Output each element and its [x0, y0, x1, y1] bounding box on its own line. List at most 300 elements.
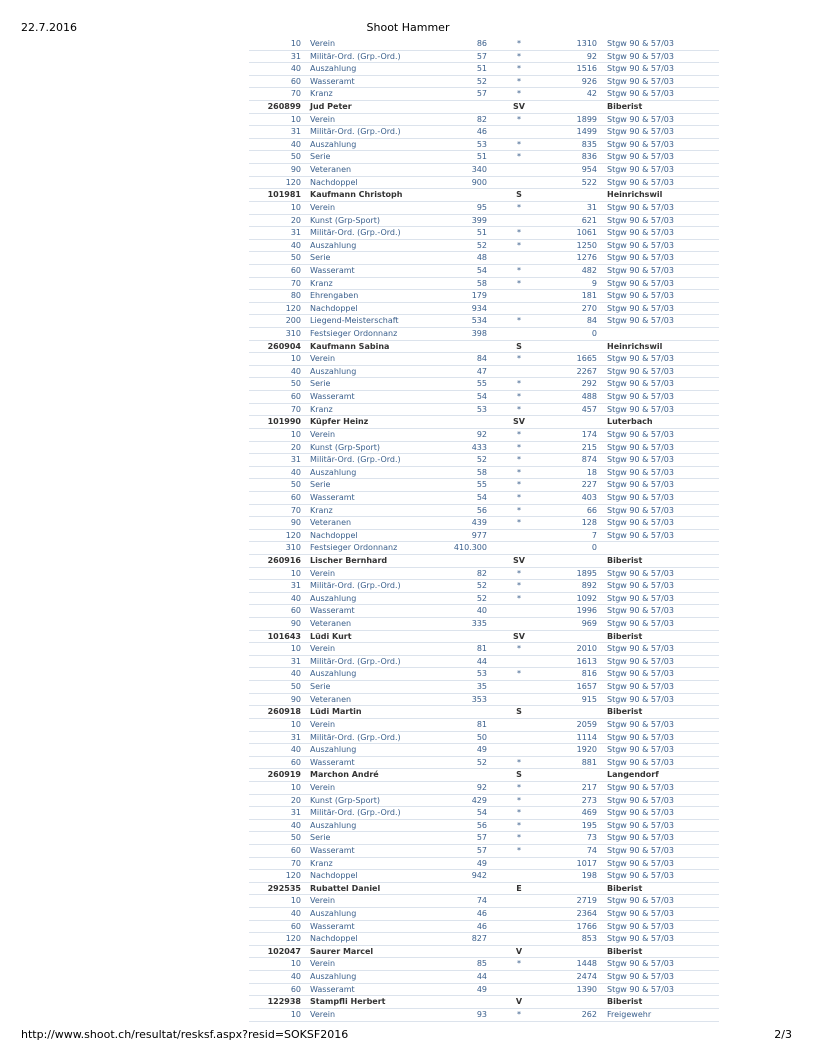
entry-rank: 836 [581, 152, 597, 162]
entry-number: 10 [290, 354, 301, 364]
entry-number: 31 [290, 455, 301, 465]
entry-label: Serie [310, 682, 331, 692]
result-row [249, 479, 719, 492]
entry-detail: Stgw 90 & 57/03 [607, 303, 674, 313]
entry-points: 93 [476, 1009, 487, 1019]
entry-label: Militär-Ord. (Grp.-Ord.) [310, 127, 401, 137]
entry-rank: 1657 [576, 682, 597, 692]
entry-points: 340 [471, 165, 487, 175]
entry-detail: Stgw 90 & 57/03 [607, 291, 674, 301]
entry-points: 54 [476, 265, 487, 275]
entry-detail: Stgw 90 & 57/03 [607, 934, 674, 944]
entry-rank: 31 [586, 202, 597, 212]
entry-points: 58 [476, 278, 487, 288]
result-row [249, 505, 719, 518]
result-row [249, 366, 719, 379]
entry-detail: Stgw 90 & 57/03 [607, 505, 674, 515]
entry-number: 60 [290, 76, 301, 86]
entry-detail: Luterbach [607, 417, 653, 427]
entry-number: 310 [285, 543, 301, 553]
entry-marker: SV [513, 555, 525, 565]
result-row [249, 215, 719, 228]
entry-marker: * [517, 568, 521, 578]
shooter-row [249, 883, 719, 896]
result-row [249, 252, 719, 265]
result-row [249, 240, 719, 253]
entry-number: 101643 [267, 631, 301, 641]
entry-number: 31 [290, 127, 301, 137]
entry-rank: 0 [591, 329, 597, 339]
entry-detail: Stgw 90 & 57/03 [607, 467, 674, 477]
entry-rank: 74 [586, 846, 597, 855]
shooter-row [249, 555, 719, 568]
entry-label: Serie [310, 253, 331, 263]
entry-number: 60 [290, 606, 301, 616]
result-row [249, 870, 719, 883]
entry-number: 50 [290, 253, 301, 263]
entry-points: 84 [476, 354, 487, 364]
entry-points: 398 [471, 329, 487, 339]
entry-rank: 1114 [576, 732, 597, 742]
entry-number: 60 [290, 984, 301, 994]
entry-rank: 816 [581, 669, 597, 679]
entry-points: 57 [476, 89, 487, 99]
entry-label: Jud Peter [310, 102, 352, 112]
entry-rank: 198 [581, 871, 597, 881]
result-row [249, 202, 719, 215]
entry-detail: Stgw 90 & 57/03 [607, 228, 674, 238]
entry-points: 40 [476, 606, 487, 616]
entry-points: 53 [476, 404, 487, 414]
entry-number: 90 [290, 619, 301, 629]
result-row [249, 151, 719, 164]
page-header-title: Shoot Hammer [366, 21, 450, 34]
entry-detail: Stgw 90 & 57/03 [607, 757, 674, 767]
entry-rank: 217 [581, 782, 597, 792]
result-row [249, 164, 719, 177]
entry-label: Lischer Bernhard [310, 555, 388, 565]
entry-detail: Stgw 90 & 57/03 [607, 429, 674, 439]
entry-label: Ehrengaben [310, 291, 359, 301]
entry-number: 310 [285, 329, 301, 339]
entry-label: Wasseramt [310, 984, 355, 994]
entry-label: Veteranen [310, 694, 352, 704]
entry-detail: Biberist [607, 997, 643, 1007]
entry-number: 40 [290, 139, 301, 149]
entry-number: 10 [290, 39, 301, 48]
entry-detail: Stgw 90 & 57/03 [607, 896, 674, 906]
entry-points: 55 [476, 480, 487, 490]
result-row [249, 694, 719, 707]
entry-detail: Stgw 90 & 57/03 [607, 656, 674, 666]
entry-points: 44 [476, 656, 487, 666]
result-row [249, 88, 719, 101]
result-row [249, 580, 719, 593]
result-row [249, 429, 719, 442]
entry-detail: Stgw 90 & 57/03 [607, 568, 674, 578]
entry-detail: Stgw 90 & 57/03 [607, 51, 674, 61]
entry-label: Kunst (Grp-Sport) [310, 442, 381, 452]
entry-number: 70 [290, 89, 301, 99]
entry-detail: Stgw 90 & 57/03 [607, 127, 674, 137]
entry-number: 70 [290, 505, 301, 515]
entry-marker: S [516, 190, 522, 200]
entry-detail: Stgw 90 & 57/03 [607, 745, 674, 755]
entry-number: 20 [290, 442, 301, 452]
entry-detail: Stgw 90 & 57/03 [607, 165, 674, 175]
entry-rank: 881 [581, 757, 597, 767]
entry-label: Kranz [310, 89, 333, 99]
entry-marker: * [517, 228, 521, 238]
entry-rank: 2267 [576, 366, 597, 376]
entry-rank: 2364 [576, 909, 597, 919]
result-row [249, 820, 719, 833]
entry-points: 53 [476, 669, 487, 679]
entry-marker: * [517, 593, 521, 603]
entry-number: 10 [290, 782, 301, 792]
entry-rank: 2059 [576, 719, 597, 729]
entry-rank: 1613 [576, 656, 597, 666]
entry-detail: Stgw 90 & 57/03 [607, 392, 674, 402]
entry-label: Auszahlung [310, 820, 357, 830]
entry-number: 31 [290, 581, 301, 591]
entry-points: 52 [476, 581, 487, 591]
result-row [249, 227, 719, 240]
entry-label: Kaufmann Sabina [310, 341, 390, 351]
entry-number: 70 [290, 404, 301, 414]
entry-rank: 2719 [576, 896, 597, 906]
entry-points: 433 [471, 442, 487, 452]
entry-points: 52 [476, 76, 487, 86]
entry-label: Lüdi Martin [310, 707, 362, 717]
entry-label: Verein [310, 782, 336, 792]
entry-points: 54 [476, 808, 487, 818]
result-row [249, 618, 719, 631]
entry-label: Auszahlung [310, 467, 357, 477]
result-row [249, 984, 719, 997]
entry-marker: * [517, 265, 521, 275]
entry-label: Militär-Ord. (Grp.-Ord.) [310, 732, 401, 742]
entry-rank: 174 [581, 429, 597, 439]
result-row [249, 530, 719, 543]
entry-number: 260918 [267, 707, 301, 717]
entry-points: 50 [476, 732, 487, 742]
entry-marker: * [517, 581, 521, 591]
entry-number: 120 [285, 303, 301, 313]
entry-rank: 1499 [576, 127, 597, 137]
entry-label: Kranz [310, 505, 333, 515]
entry-number: 260899 [267, 102, 301, 112]
entry-label: Auszahlung [310, 745, 357, 755]
entry-marker: * [517, 76, 521, 86]
result-row [249, 391, 719, 404]
entry-marker: SV [513, 102, 525, 112]
entry-label: Rubattel Daniel [310, 883, 381, 893]
entry-detail: Stgw 90 & 57/03 [607, 972, 674, 982]
entry-points: 86 [476, 39, 487, 48]
result-row [249, 845, 719, 858]
result-row [249, 114, 719, 127]
entry-points: 534 [471, 316, 487, 326]
entry-number: 10 [290, 429, 301, 439]
entry-detail: Freigewehr [607, 1009, 652, 1019]
entry-label: Serie [310, 379, 331, 389]
shooter-row [249, 101, 719, 114]
entry-label: Wasseramt [310, 921, 355, 931]
entry-marker: * [517, 442, 521, 452]
result-row [249, 492, 719, 505]
entry-detail: Stgw 90 & 57/03 [607, 518, 674, 528]
entry-label: Saurer Marcel [310, 946, 374, 956]
entry-rank: 128 [581, 518, 597, 528]
entry-label: Verein [310, 644, 336, 654]
entry-label: Militär-Ord. (Grp.-Ord.) [310, 656, 401, 666]
result-row [249, 442, 719, 455]
entry-label: Auszahlung [310, 366, 357, 376]
entry-number: 10 [290, 568, 301, 578]
entry-rank: 2010 [576, 644, 597, 654]
entry-marker: * [517, 518, 521, 528]
entry-rank: 273 [581, 795, 597, 805]
entry-label: Militär-Ord. (Grp.-Ord.) [310, 51, 401, 61]
entry-detail: Stgw 90 & 57/03 [607, 530, 674, 540]
entry-marker: * [517, 808, 521, 818]
entry-label: Wasseramt [310, 392, 355, 402]
entry-label: Veteranen [310, 619, 352, 629]
entry-detail: Stgw 90 & 57/03 [607, 265, 674, 275]
entry-detail: Stgw 90 & 57/03 [607, 833, 674, 843]
entry-marker: SV [513, 631, 525, 641]
entry-points: 92 [476, 782, 487, 792]
entry-points: 57 [476, 833, 487, 843]
entry-rank: 227 [581, 480, 597, 490]
shooter-row [249, 996, 719, 1009]
entry-marker: * [517, 89, 521, 99]
entry-rank: 195 [581, 820, 597, 830]
entry-detail: Stgw 90 & 57/03 [607, 64, 674, 74]
entry-detail: Stgw 90 & 57/03 [607, 606, 674, 616]
entry-rank: 969 [581, 619, 597, 629]
entry-rank: 0 [591, 543, 597, 553]
entry-points: 439 [471, 518, 487, 528]
entry-detail: Stgw 90 & 57/03 [607, 404, 674, 414]
entry-number: 60 [290, 846, 301, 855]
entry-label: Nachdoppel [310, 303, 358, 313]
result-row [249, 719, 719, 732]
entry-marker: * [517, 152, 521, 162]
entry-label: Kranz [310, 404, 333, 414]
entry-points: 92 [476, 429, 487, 439]
result-row [249, 795, 719, 808]
entry-marker: S [516, 707, 522, 717]
entry-detail: Stgw 90 & 57/03 [607, 152, 674, 162]
results-list [249, 38, 719, 1022]
result-row [249, 832, 719, 845]
entry-detail: Stgw 90 & 57/03 [607, 581, 674, 591]
result-row [249, 568, 719, 581]
result-row [249, 265, 719, 278]
entry-label: Verein [310, 114, 336, 124]
entry-marker: * [517, 1009, 521, 1019]
entry-number: 50 [290, 833, 301, 843]
entry-points: 942 [471, 871, 487, 881]
entry-points: 53 [476, 139, 487, 149]
entry-label: Wasseramt [310, 846, 355, 855]
result-row [249, 51, 719, 64]
result-row [249, 278, 719, 291]
entry-marker: * [517, 429, 521, 439]
entry-detail: Stgw 90 & 57/03 [607, 959, 674, 969]
page-footer-url: http://www.shoot.ch/resultat/resksf.aspx?resid=SOKSF2016 [21, 1028, 349, 1041]
entry-label: Militär-Ord. (Grp.-Ord.) [310, 581, 401, 591]
entry-label: Küpfer Heinz [310, 417, 369, 427]
entry-detail: Stgw 90 & 57/03 [607, 89, 674, 99]
entry-number: 20 [290, 795, 301, 805]
shooter-row [249, 769, 719, 782]
result-row [249, 467, 719, 480]
entry-rank: 262 [581, 1009, 597, 1019]
entry-rank: 457 [581, 404, 597, 414]
entry-points: 44 [476, 972, 487, 982]
result-row [249, 643, 719, 656]
entry-number: 260904 [267, 341, 301, 351]
entry-label: Auszahlung [310, 240, 357, 250]
entry-rank: 892 [581, 581, 597, 591]
entry-number: 60 [290, 921, 301, 931]
entry-points: 81 [476, 644, 487, 654]
entry-rank: 292 [581, 379, 597, 389]
result-row [249, 353, 719, 366]
entry-label: Nachdoppel [310, 177, 358, 187]
result-row [249, 744, 719, 757]
entry-label: Auszahlung [310, 909, 357, 919]
entry-detail: Stgw 90 & 57/03 [607, 114, 674, 124]
entry-detail: Stgw 90 & 57/03 [607, 442, 674, 452]
entry-points: 977 [471, 530, 487, 540]
entry-rank: 835 [581, 139, 597, 149]
entry-number: 50 [290, 152, 301, 162]
entry-points: 82 [476, 114, 487, 124]
entry-rank: 92 [586, 51, 597, 61]
entry-points: 46 [476, 909, 487, 919]
entry-number: 50 [290, 682, 301, 692]
result-row [249, 328, 719, 341]
entry-number: 10 [290, 1009, 301, 1019]
entry-points: 51 [476, 152, 487, 162]
entry-number: 120 [285, 871, 301, 881]
entry-number: 70 [290, 278, 301, 288]
entry-marker: * [517, 467, 521, 477]
entry-rank: 1996 [576, 606, 597, 616]
entry-number: 101981 [267, 190, 301, 200]
entry-detail: Biberist [607, 946, 643, 956]
entry-rank: 522 [581, 177, 597, 187]
entry-label: Militär-Ord. (Grp.-Ord.) [310, 228, 401, 238]
entry-label: Stampfli Herbert [310, 997, 386, 1007]
entry-detail: Biberist [607, 707, 643, 717]
entry-rank: 469 [581, 808, 597, 818]
entry-number: 40 [290, 820, 301, 830]
entry-marker: V [515, 946, 523, 956]
entry-marker: * [517, 278, 521, 288]
entry-points: 51 [476, 228, 487, 238]
entry-rank: 7 [591, 530, 597, 540]
entry-label: Nachdoppel [310, 530, 358, 540]
result-row [249, 971, 719, 984]
entry-rank: 42 [586, 89, 597, 99]
entry-label: Nachdoppel [310, 934, 358, 944]
entry-detail: Biberist [607, 631, 643, 641]
entry-detail: Stgw 90 & 57/03 [607, 795, 674, 805]
entry-rank: 18 [586, 467, 597, 477]
result-row [249, 76, 719, 89]
entry-label: Marchon André [310, 770, 379, 780]
entry-label: Festsieger Ordonnanz [310, 543, 398, 553]
entry-rank: 73 [586, 833, 597, 843]
entry-marker: * [517, 455, 521, 465]
entry-rank: 1899 [576, 114, 597, 124]
entry-label: Verein [310, 39, 336, 48]
entry-points: 900 [471, 177, 487, 187]
result-row [249, 921, 719, 934]
entry-number: 10 [290, 114, 301, 124]
entry-points: 48 [476, 253, 487, 263]
shooter-row [249, 341, 719, 354]
entry-number: 101990 [267, 417, 301, 427]
entry-points: 51 [476, 64, 487, 74]
entry-detail: Stgw 90 & 57/03 [607, 455, 674, 465]
entry-detail: Stgw 90 & 57/03 [607, 177, 674, 187]
entry-label: Verein [310, 959, 336, 969]
entry-rank: 84 [586, 316, 597, 326]
result-row [249, 681, 719, 694]
entry-label: Auszahlung [310, 669, 357, 679]
entry-number: 50 [290, 379, 301, 389]
entry-points: 46 [476, 921, 487, 931]
entry-number: 40 [290, 972, 301, 982]
entry-number: 292535 [267, 883, 301, 893]
entry-detail: Stgw 90 & 57/03 [607, 253, 674, 263]
entry-number: 260919 [267, 770, 301, 780]
entry-detail: Stgw 90 & 57/03 [607, 139, 674, 149]
entry-rank: 9 [591, 278, 597, 288]
entry-detail: Stgw 90 & 57/03 [607, 921, 674, 931]
entry-points: 52 [476, 757, 487, 767]
entry-rank: 621 [581, 215, 597, 225]
entry-points: 934 [471, 303, 487, 313]
entry-marker: * [517, 64, 521, 74]
entry-detail: Stgw 90 & 57/03 [607, 909, 674, 919]
entry-marker: * [517, 505, 521, 515]
result-row [249, 303, 719, 316]
entry-detail: Stgw 90 & 57/03 [607, 808, 674, 818]
entry-number: 20 [290, 215, 301, 225]
entry-rank: 1017 [576, 858, 597, 868]
shooter-row [249, 189, 719, 202]
entry-number: 40 [290, 593, 301, 603]
entry-label: Serie [310, 833, 331, 843]
entry-marker: * [517, 959, 521, 969]
entry-rank: 926 [581, 76, 597, 86]
entry-rank: 215 [581, 442, 597, 452]
entry-rank: 1390 [576, 984, 597, 994]
entry-label: Nachdoppel [310, 871, 358, 881]
entry-marker: * [517, 202, 521, 212]
entry-number: 50 [290, 480, 301, 490]
entry-rank: 1665 [576, 354, 597, 364]
result-row [249, 404, 719, 417]
entry-label: Auszahlung [310, 139, 357, 149]
